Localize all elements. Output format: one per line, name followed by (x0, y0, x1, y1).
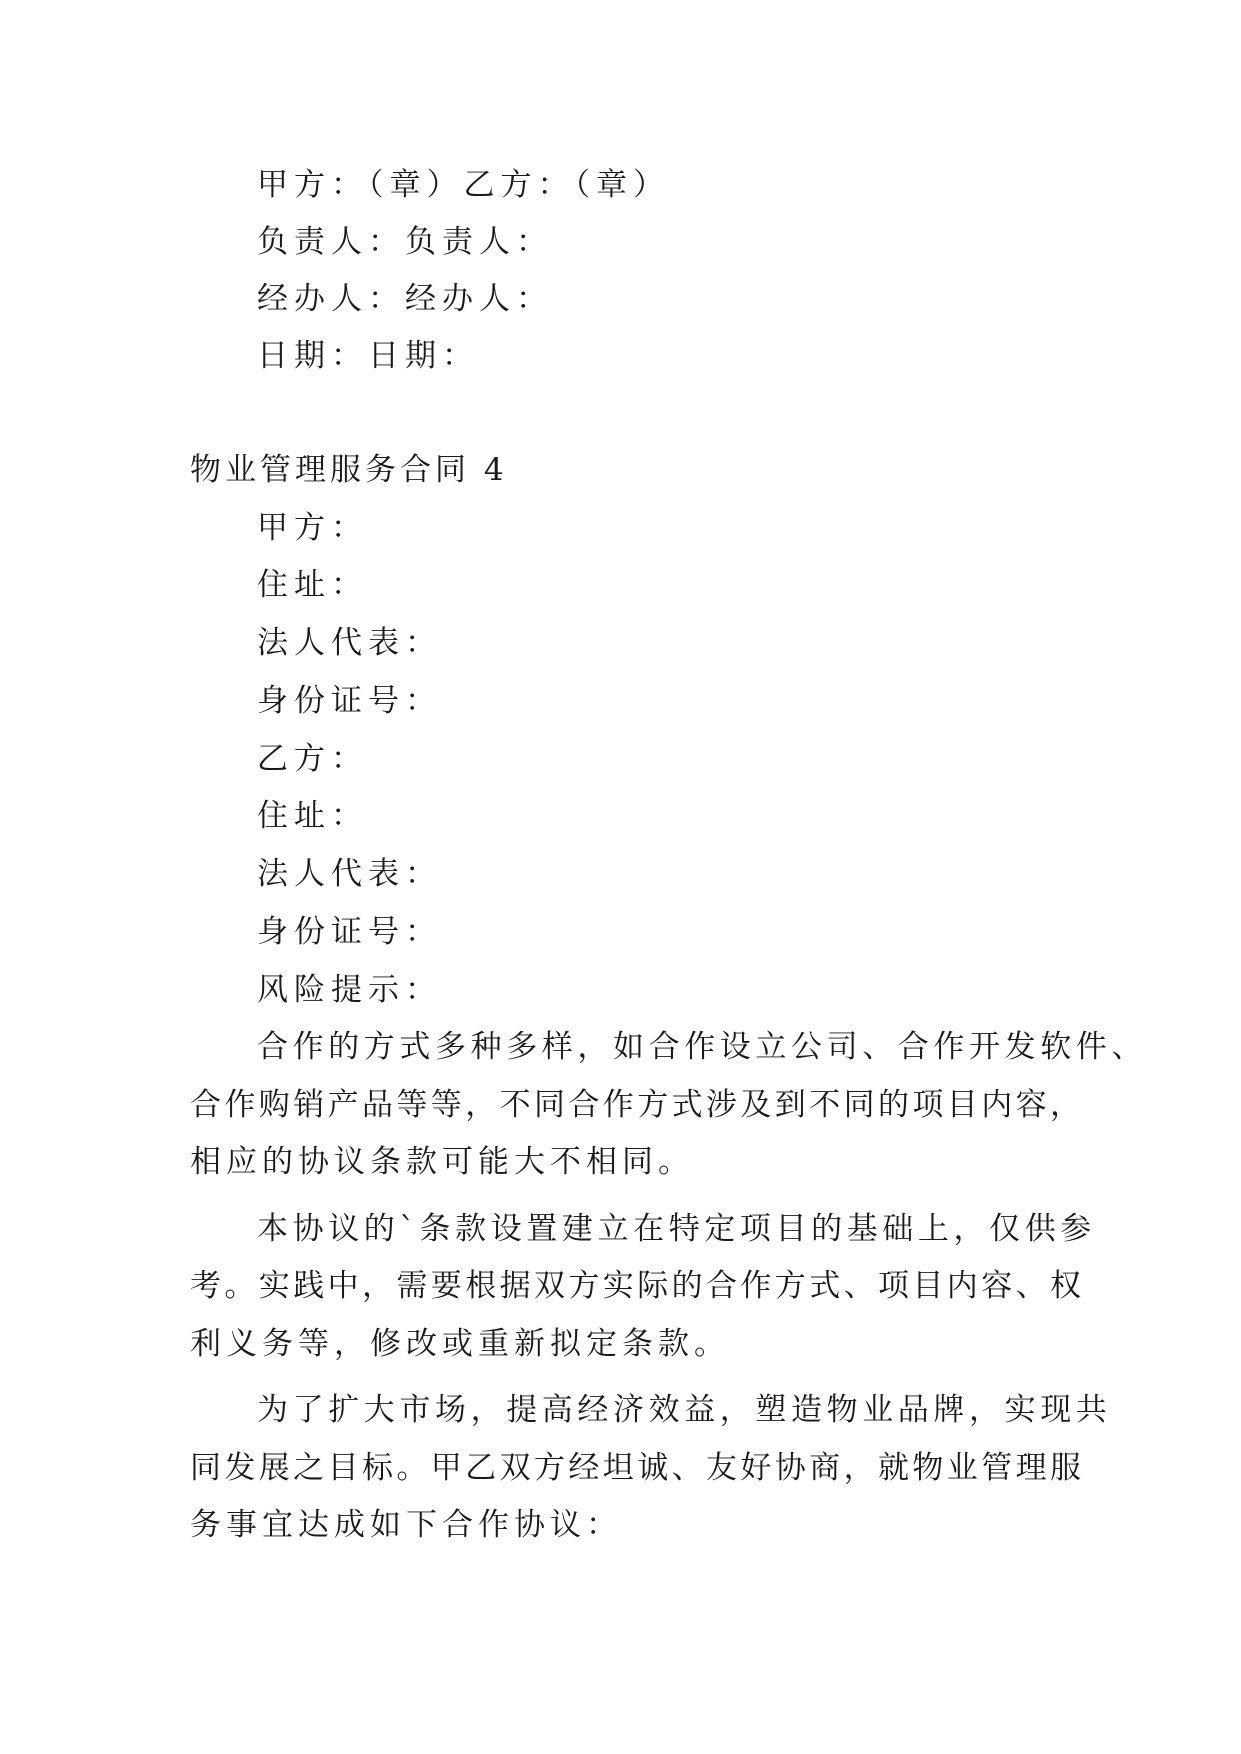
field-party-b: 乙方： (257, 741, 368, 777)
contract-title: 物业管理服务合同 4 (190, 452, 508, 488)
paragraph-1-line-3: 相应的协议条款可能大不相同。 (190, 1144, 694, 1180)
field-address-a: 住址： (257, 567, 368, 603)
paragraph-2-line-2: 考。实践中，需要根据双方实际的合作方式、项目内容、权 (190, 1268, 1085, 1304)
paragraph-1-line-2: 合作购销产品等等，不同合作方式涉及到不同的项目内容， (190, 1087, 1085, 1123)
signature-party-seal: 甲方：（章）乙方：（章） (257, 167, 670, 203)
field-legal-rep-b: 法人代表： (257, 856, 442, 892)
signature-responsible: 负责人：负责人： (257, 224, 553, 260)
field-address-b: 住址： (257, 798, 368, 834)
signature-handler: 经办人：经办人： (257, 281, 553, 317)
paragraph-2-line-3: 利义务等，修改或重新拟定条款。 (190, 1326, 730, 1362)
paragraph-3-line-3: 务事宜达成如下合作协议： (190, 1507, 622, 1543)
field-id-number-a: 身份证号： (257, 683, 442, 719)
field-id-number-b: 身份证号： (257, 914, 442, 950)
field-legal-rep-a: 法人代表： (257, 625, 442, 661)
paragraph-1-line-1: 合作的方式多种多样，如合作设立公司、合作开发软件、 (257, 1029, 1147, 1065)
paragraph-2-line-1: 本协议的`条款设置建立在特定项目的基础上，仅供参 (257, 1211, 1096, 1247)
field-party-a: 甲方： (257, 510, 368, 546)
signature-date: 日期：日期： (257, 338, 479, 374)
field-risk-notice: 风险提示： (257, 972, 442, 1008)
paragraph-3-line-2: 同发展之目标。甲乙双方经坦诚、友好协商，就物业管理服 (190, 1450, 1085, 1486)
paragraph-3-line-1: 为了扩大市场，提高经济效益，塑造物业品牌，实现共 (257, 1392, 1112, 1428)
